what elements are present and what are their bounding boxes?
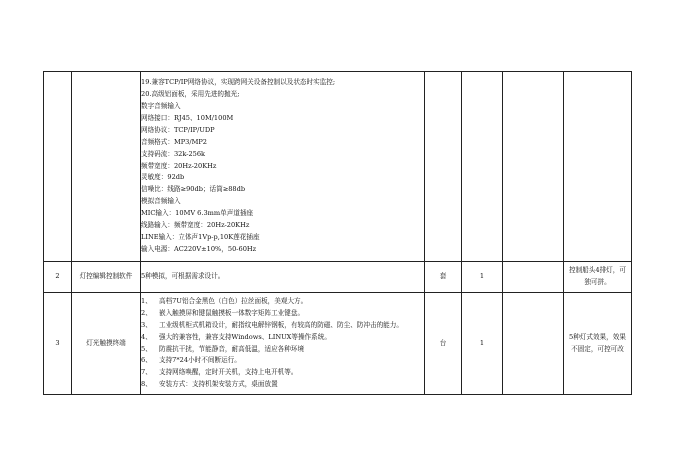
item-unit: 台 (425, 293, 462, 395)
list-item-text: 嵌入触摸屏和键鼠触摸板一体数字矩阵工业键盘。 (159, 308, 305, 317)
description-line: 数字音频输入 (141, 102, 181, 111)
list-item-text: 工业级机柜式机箱设计，耐指纹电解锌钢板，有较高的防磁、防尘、防冲击的能力。 (159, 320, 403, 329)
list-item (141, 344, 424, 356)
list-item-text: 支持7*24小时不间断运行。 (159, 356, 241, 365)
description-line: 网络协议：TCP/IP/UDP (141, 125, 215, 134)
list-item-number: 7、 (141, 368, 152, 377)
description-line: 线路输入：频带宽度：20Hz-20KHz (141, 221, 250, 230)
list-item (141, 308, 424, 320)
item-unit (425, 72, 462, 262)
list-item-number: 3、 (141, 320, 152, 329)
description-line: 灵敏度：92db (141, 173, 185, 182)
table-row (44, 72, 632, 262)
list-item-text: 防震抗干扰，节能静音，耐高低温，适应各种环境 (159, 344, 305, 353)
item-note (564, 293, 632, 395)
description-line: LINE输入：立体声1Vp-p,10K莲花插座 (141, 232, 260, 241)
item-name: 灯控编辑控制软件 (72, 262, 141, 293)
description-line: 频带宽度：20Hz-20KHz (141, 161, 217, 170)
item-description (141, 293, 425, 395)
blank-cell (503, 262, 564, 293)
list-item (141, 320, 424, 332)
row-number (44, 72, 72, 262)
item-quantity: 1 (462, 293, 503, 395)
description-line: 支持码流：32k-256k (141, 149, 206, 158)
spec-table (43, 71, 632, 395)
item-name: 灯光触摸终端 (72, 293, 141, 395)
row-number: 2 (44, 262, 72, 293)
list-item (141, 367, 424, 379)
blank-cell (503, 72, 564, 262)
item-description (141, 262, 425, 293)
list-item (141, 332, 424, 344)
table-row (44, 262, 632, 293)
description-line: 音频格式：MP3/MP2 (141, 137, 207, 146)
item-unit: 套 (425, 262, 462, 293)
item-description (141, 72, 425, 262)
list-item (141, 355, 424, 367)
note-text: 5种灯式效果，效果不固定，可控可改 (569, 332, 626, 353)
description-line: 网络接口：RJ45、10M/100M (141, 113, 234, 122)
item-quantity: 1 (462, 262, 503, 293)
item-quantity (462, 72, 503, 262)
row-number: 3 (44, 293, 72, 395)
description-line: 19.兼容TCP/IP网络协议，实现跨网关设备控制以及状态时实监控; (141, 78, 336, 87)
description-line: 20.高级铝面板，采用先进的抛光; (141, 90, 240, 99)
list-item-text: 安装方式：支持机架安装方式，桌面放置 (159, 380, 278, 389)
description-line: MIC输入：10MV 6.3mm单声道插座 (141, 209, 254, 218)
table-row (44, 293, 632, 395)
list-item-number: 2、 (141, 308, 152, 317)
list-item-number: 1、 (141, 296, 152, 305)
description-line: 输入电源：AC220V±10%，50-60Hz (141, 244, 257, 253)
list-item-number: 4、 (141, 332, 152, 341)
description-line: 信噪比：线路≥90db；话筒≥88db (141, 185, 246, 194)
item-note (564, 72, 632, 262)
description-line: 5种模拟，可根据需求设计。 (141, 272, 225, 281)
list-item-text: 支持网络唤醒，定时开关机，支持上电开机等。 (159, 368, 298, 377)
description-line: 模拟音频输入 (141, 197, 181, 206)
list-item-text: 高档7U铝合金黑色（白色）拉丝面板，美观大方。 (159, 296, 308, 305)
list-item-number: 6、 (141, 356, 152, 365)
list-item (141, 296, 424, 308)
list-item (141, 379, 424, 391)
list-item-number: 5、 (141, 344, 152, 353)
note-text: 控制船头4排灯，可独可拼。 (569, 266, 626, 286)
blank-cell (503, 293, 564, 395)
item-name (72, 72, 141, 262)
list-item-number: 8、 (141, 380, 152, 389)
item-note (564, 262, 632, 293)
list-item-text: 强大的兼容性，兼容支持Windows、LINUX等操作系统。 (159, 332, 331, 341)
